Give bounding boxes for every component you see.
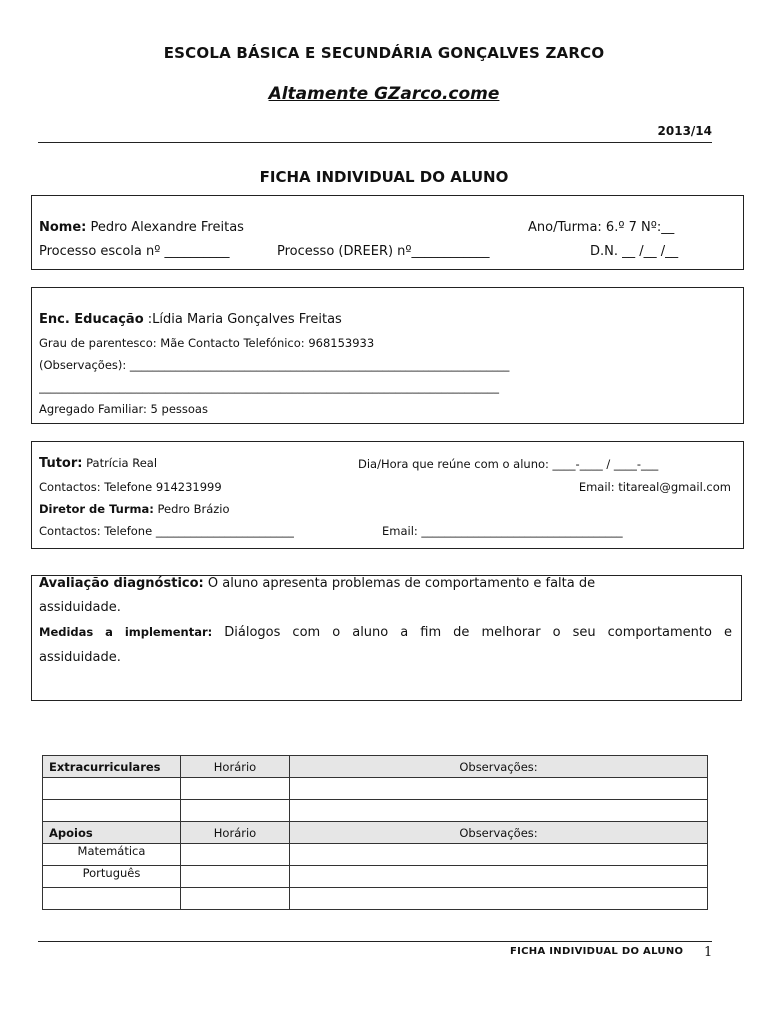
processo-dreer: Processo (DREER) nº____________ xyxy=(277,244,490,259)
table-row xyxy=(43,778,708,800)
form-title: FICHA INDIVIDUAL DO ALUNO xyxy=(259,168,509,186)
motto-text: Altamente GZarco.come xyxy=(268,84,500,104)
tutor-contacts: Contactos: Telefone 914231999 xyxy=(39,480,222,494)
school-name: ESCOLA BÁSICA E SECUNDÁRIA GONÇALVES ZARCO xyxy=(163,44,605,62)
table-cell xyxy=(290,888,708,910)
header-divider xyxy=(38,142,712,143)
observations-header: Observações: xyxy=(290,822,708,844)
tutor-line xyxy=(39,456,157,471)
student-name-line xyxy=(39,220,244,235)
household-size: Agregado Familiar: 5 pessoas xyxy=(39,402,208,416)
director-value: Pedro Brázio xyxy=(153,502,230,516)
director-line xyxy=(39,502,230,516)
tutor-email: Email: titareal@gmail.com xyxy=(578,480,731,494)
ano-turma: Ano/Turma: 6.º 7 Nº:__ xyxy=(528,220,675,235)
support-subject: Matemática xyxy=(43,844,181,866)
director-label: Diretor de Turma: xyxy=(39,502,154,516)
table-cell xyxy=(43,778,181,800)
school-year: 2013/14 xyxy=(657,124,712,138)
table-row xyxy=(43,800,708,822)
processo-escola: Processo escola nº __________ xyxy=(39,244,230,259)
diagnostic-text: O aluno apresenta problemas de comportamento e falta de xyxy=(203,576,596,591)
page-number: 1 xyxy=(704,945,713,960)
director-contacts: Contactos: Telefone ________________________ xyxy=(39,524,294,538)
tutor-label: Tutor: xyxy=(39,456,83,471)
guardian-label: Enc. Educação xyxy=(39,312,144,327)
footer-title: FICHA INDIVIDUAL DO ALUNO xyxy=(510,946,684,957)
guardian-line xyxy=(39,312,342,327)
table-cell xyxy=(290,778,708,800)
table-cell xyxy=(181,866,290,888)
measures-text: Diálogos com o aluno a fim de melhorar o seu comportamento e xyxy=(212,625,733,640)
table-cell xyxy=(181,844,290,866)
extracurricular-header-row xyxy=(43,756,708,778)
extracurricular-header: Extracurriculares xyxy=(43,756,181,778)
tutor-value: Patrícia Real xyxy=(82,456,158,470)
student-info-box xyxy=(31,195,744,270)
name-label: Nome: xyxy=(39,220,87,235)
guardian-value: :Lídia Maria Gonçalves Freitas xyxy=(143,312,342,327)
measures-line xyxy=(39,625,732,640)
support-subject xyxy=(43,888,181,910)
table-cell xyxy=(181,778,290,800)
tutor-info-box xyxy=(31,441,744,549)
diagnostic-label: Avaliação diagnóstico: xyxy=(39,576,204,591)
table-cell xyxy=(181,888,290,910)
diagnostic-line xyxy=(39,576,595,591)
support-subject: Português xyxy=(43,866,181,888)
assessment-box xyxy=(31,575,742,701)
measures-text-cont: assiduidade. xyxy=(39,650,121,665)
observations-header: Observações: xyxy=(290,756,708,778)
activities-table xyxy=(42,755,708,910)
school-motto xyxy=(0,84,768,104)
diagnostic-text-cont: assiduidade. xyxy=(39,600,121,615)
measures-label: Medidas a implementar: xyxy=(39,625,213,639)
director-email: Email: ___________________________________ xyxy=(382,524,623,538)
table-row xyxy=(43,844,708,866)
table-cell xyxy=(290,800,708,822)
support-header-row xyxy=(43,822,708,844)
table-cell xyxy=(43,800,181,822)
guardian-observations: (Observações): __________________________________________________________________ xyxy=(39,358,510,372)
guardian-observations-cont: ________________________________________________________________________________ xyxy=(39,380,499,394)
table-cell xyxy=(290,866,708,888)
guardian-relationship: Grau de parentesco: Mãe Contacto Telefónico: 968153933 xyxy=(39,336,375,350)
name-value: Pedro Alexandre Freitas xyxy=(86,220,244,235)
guardian-info-box xyxy=(31,287,744,424)
table-cell xyxy=(181,800,290,822)
schedule-header: Horário xyxy=(181,756,290,778)
table-row xyxy=(43,888,708,910)
schedule-header: Horário xyxy=(181,822,290,844)
support-header: Apoios xyxy=(43,822,181,844)
footer-divider xyxy=(38,941,712,942)
date-of-birth: D.N. __ /__ /__ xyxy=(590,244,679,259)
table-row xyxy=(43,866,708,888)
tutor-meeting: Dia/Hora que reúne com o aluno: ____-____ / ____-___ xyxy=(358,457,659,471)
table-cell xyxy=(290,844,708,866)
